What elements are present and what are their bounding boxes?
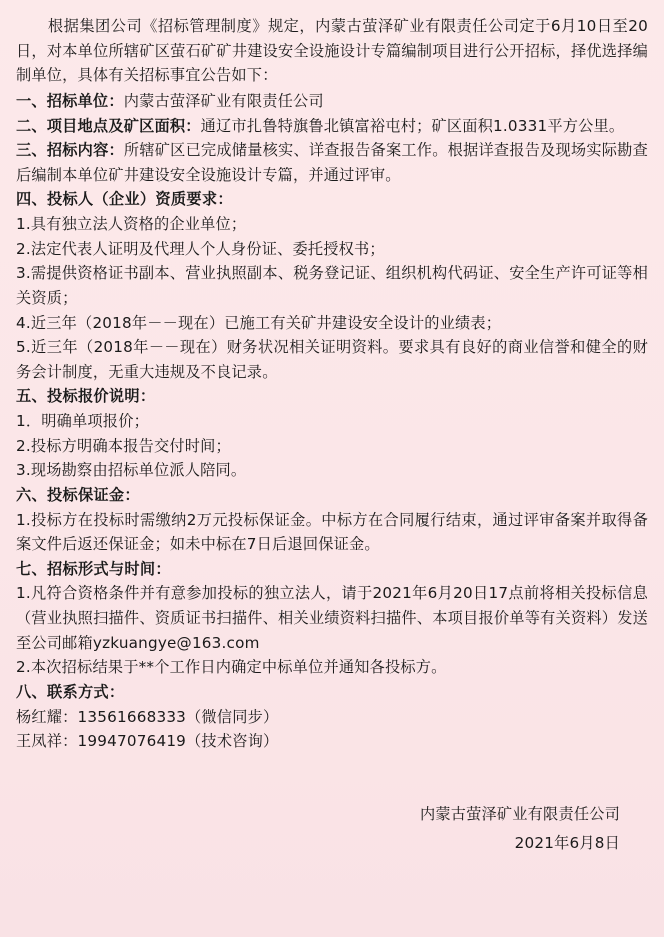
section-8-contact-1: 杨红耀：13561668333（微信同步） (16, 707, 279, 726)
section-4-item-2: 2.法定代表人证明及代理人个人身份证、委托授权书； (16, 239, 385, 258)
section-5-item-3: 3.现场勘察由招标单位派人陪同。 (16, 461, 247, 480)
section-2-text: 通辽市扎鲁特旗鲁北镇富裕屯村；矿区面积1.0331平方公里。 (200, 116, 625, 135)
signature-date: 2021年6月8日 (514, 833, 620, 852)
section-8-contact-2: 王凤祥：19947076419（技术咨询） (16, 732, 279, 751)
section-3-heading: 三、招标内容： (16, 141, 124, 160)
section-3-text: 所辖矿区已完成储量核实、详查报告备案工作。根据详查报告及现场实际勘查后编制本单位矿井建设安全设施设计专篇，并通过评审。 (16, 141, 648, 184)
section-7-item-1: 1.凡符合资格条件并有意参加投标的独立法人，请于2021年6月20日17点前将相关投标信息（营业执照扫描件、资质证书扫描件、相关业绩资料扫描件、本项目报价单等有关资料）发送至公司邮箱yzkuangye@163.com (16, 584, 648, 652)
section-4-item-3: 3.需提供资格证书副本、营业执照副本、税务登记证、组织机构代码证、安全生产许可证等相关资质； (16, 264, 648, 307)
section-5-heading: 五、投标报价说明： (16, 387, 156, 406)
section-1-heading: 一、招标单位： (16, 91, 124, 110)
section-7-heading: 七、招标形式与时间： (16, 559, 171, 578)
section-4-item-4: 4.近三年（2018年－－现在）已施工有关矿井建设安全设计的业绩表； (16, 313, 502, 332)
section-3-line (16, 138, 648, 187)
section-4-heading: 四、投标人（企业）资质要求： (16, 190, 233, 209)
signature-block (16, 800, 648, 858)
section-5-item-1: 1．明确单项报价； (16, 412, 149, 430)
section-2-heading: 二、项目地点及矿区面积： (16, 116, 201, 135)
section-1-line (16, 89, 648, 114)
intro-paragraph: 根据集团公司《招标管理制度》规定，内蒙古萤泽矿业有限责任公司定于6月10日至20日，对本单位所辖矿区萤石矿矿井建设安全设施设计专篇编制项目进行公开招标，择优选择编制单位，具体有关招标事宜公告如下： (16, 17, 648, 85)
section-7-item-2: 2.本次招标结果于**个工作日内确定中标单位并通知各投标方。 (16, 658, 447, 677)
signature-company: 内蒙古萤泽矿业有限责任公司 (419, 804, 620, 823)
section-1-text: 内蒙古萤泽矿业有限责任公司 (123, 91, 324, 110)
section-2-line (16, 114, 648, 139)
section-8-heading: 八、联系方式： (16, 682, 125, 701)
section-6-item-1: 1.投标方在投标时需缴纳2万元投标保证金。中标方在合同履行结束，通过评审备案并取得备案文件后返还保证金；如未中标在7日后退回保证金。 (16, 510, 648, 554)
section-4-item-5: 5.近三年（2018年－－现在）财务状况相关证明资料。要求具有良好的商业信誉和健全的财务会计制度，无重大违规及不良记录。 (16, 338, 648, 381)
section-6-heading: 六、投标保证金： (16, 485, 140, 504)
section-5-item-2: 2.投标方明确本报告交付时间； (16, 436, 231, 455)
section-4-item-1: 1.具有独立法人资格的企业单位； (16, 215, 247, 233)
